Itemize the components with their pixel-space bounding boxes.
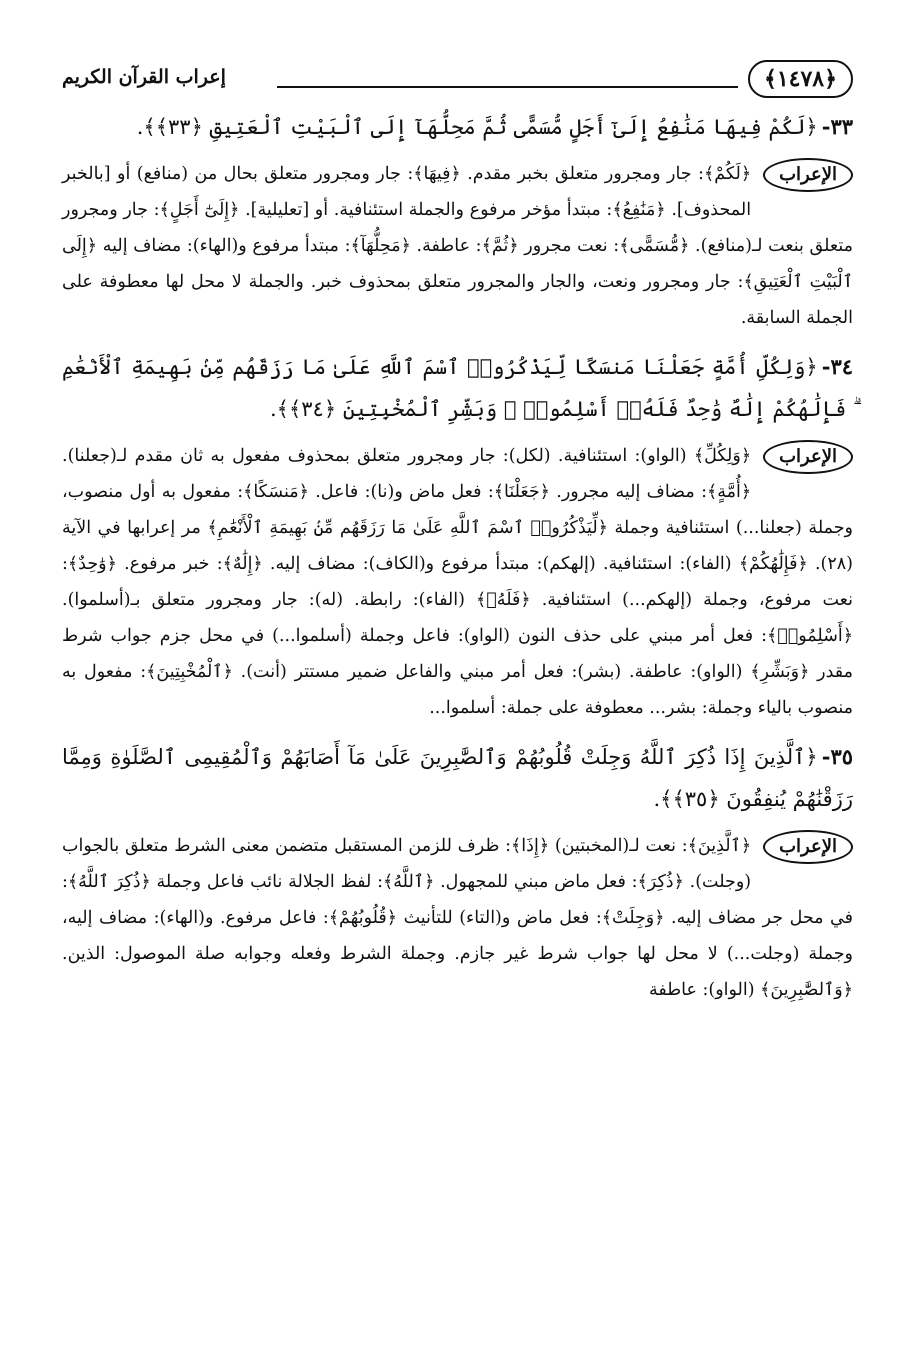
verse-text: ﴿ٱلَّذِينَ إِذَا ذُكِرَ ٱللَّهُ وَجِلَتْ قُلُوبُهُمْ وَٱلصَّٰبِرِينَ عَلَىٰ مَآ أَصَابَهُمْ وَٱلْمُقِيمِى ٱلصَّلَوٰةِ وَمِمَّا رَزَقْنَٰهُمْ يُنفِقُونَ ﴿٣٥﴾﴾. — [62, 745, 853, 811]
verse-number: ٣٥- — [821, 744, 853, 769]
page-number: ﴿١٤٧٨﴾ — [748, 60, 853, 98]
irab-paragraph-35 — [62, 828, 853, 1008]
irab-text: ﴿لَكُمْ﴾: جار ومجرور متعلق بخبر مقدم. ﴿فِيهَا﴾: جار ومجرور متعلق بحال من (منافع) أو [بالخبر المحذوف]. ﴿مَنَٰفِعُ﴾: مبتدأ مؤخر مرفوع والجملة استئنافية. أو [تعليلية]. ﴿إِلَىٰٓ أَجَلٍ﴾: جار ومجرور متعلق بنعت لـ(منافع). ﴿مُّسَمًّى﴾: نعت مجرور ﴿ثُمَّ﴾: عاطفة. ﴿مَحِلُّهَآ﴾: مبتدأ مرفوع و(الهاء): مضاف إليه ﴿إِلَى ٱلْبَيْتِ ٱلْعَتِيقِ﴾: جار ومجرور ونعت، والجار والمجرور متعلق بمحذوف خبر. والجملة لا محل لها معطوفة على الجملة السابقة. — [62, 164, 853, 328]
irab-badge: الإعراب — [763, 440, 853, 474]
irab-badge: الإعراب — [763, 830, 853, 864]
header-rule — [277, 86, 738, 88]
irab-text: ﴿ٱلَّذِينَ﴾: نعت لـ(المخبتين) ﴿إِذَا﴾: ظرف للزمن المستقبل متضمن معنى الشرط متعلق بالجواب (وجلت). ﴿ذُكِرَ﴾: فعل ماض مبني للمجهول. ﴿ٱللَّهُ﴾: لفظ الجلالة نائب فاعل وجملة ﴿ذُكِرَ ٱللَّهُ﴾: في محل جر مضاف إليه. ﴿وَجِلَتْ﴾: فعل ماض و(التاء) للتأنيث ﴿قُلُوبُهُمْ﴾: فاعل مرفوع. و(الهاء): مضاف إليه، وجملة (وجلت...) لا محل لها جواب شرط غير جازم. وجملة الشرط وفعله وجوابه صلة الموصول: الذين. ﴿وَٱلصَّٰبِرِينَ﴾ (الواو): عاطفة — [62, 836, 853, 1000]
verse-34 — [62, 346, 853, 430]
section-33 — [62, 106, 853, 336]
verse-text: ﴿لَكُمْ فِيهَا مَنَٰفِعُ إِلَىٰٓ أَجَلٍ مُّسَمًّى ثُمَّ مَحِلُّهَآ إِلَى ٱلْبَيْتِ ٱلْعَتِيقِ ﴿٣٣﴾﴾. — [136, 115, 818, 139]
irab-paragraph-33 — [62, 156, 853, 336]
verse-text: ﴿وَلِكُلِّ أُمَّةٍ جَعَلْنَا مَنسَكًا لِّيَذْكُرُوا۟ ٱسْمَ ٱللَّهِ عَلَىٰ مَا رَزَقَهُم مِّنۢ بَهِيمَةِ ٱلْأَنْعَٰمِ ۗ فَإِلَٰهُكُمْ إِلَٰهٌ وَٰحِدٌ فَلَهُۥٓ أَسْلِمُوا۟ ۗ وَبَشِّرِ ٱلْمُخْبِتِينَ ﴿٣٤﴾﴾. — [62, 355, 853, 421]
verse-number: ٣٣- — [821, 114, 853, 139]
irab-text: ﴿وَلِكُلِّ﴾ (الواو): استئنافية. (لكل): جار ومجرور متعلق بمحذوف مفعول به ثان مقدم لـ(جعلنا). ﴿أُمَّةٍ﴾: مضاف إليه مجرور. ﴿جَعَلْنَا﴾: فعل ماض و(نا): فاعل. ﴿مَنسَكًا﴾: مفعول به أول منصوب، وجملة (جعلنا...) استئنافية وجملة ﴿لِّيَذْكُرُوا۟ ٱسْمَ ٱللَّهِ عَلَىٰ مَا رَزَقَهُم مِّنۢ بَهِيمَةِ ٱلْأَنْعَٰمِ﴾ مر إعرابها في الآية (٢٨). ﴿فَإِلَٰهُكُمْ﴾ (الفاء): استئنافية. (إلهكم): مبتدأ مرفوع و(الكاف): مضاف إليه. ﴿إِلَٰهٌ﴾: خبر مرفوع. ﴿وَٰحِدٌ﴾: نعت مرفوع، وجملة (إلهكم...) استئنافية. ﴿فَلَهُۥ﴾ (الفاء): رابطة. (له): جار ومجرور متعلق بـ(أسلموا). ﴿أَسْلِمُوا۟﴾: فعل أمر مبني على حذف النون (الواو): فاعل وجملة (أسلموا...) في محل جزم جواب شرط مقدر ﴿وَبَشِّرِ﴾ (الواو): عاطفة. (بشر): فعل أمر مبني والفاعل ضمير مستتر (أنت). ﴿ٱلْمُخْبِتِينَ﴾: مفعول به منصوب بالياء وجملة: بشر... معطوفة على جملة: أسلموا... — [62, 446, 853, 718]
section-34 — [62, 346, 853, 726]
page-header — [62, 58, 853, 104]
page — [62, 58, 853, 1332]
section-35 — [62, 736, 853, 1008]
irab-paragraph-34 — [62, 438, 853, 726]
verse-33 — [62, 106, 853, 148]
verse-number: ٣٤- — [821, 354, 853, 379]
verse-35 — [62, 736, 853, 820]
book-title: إعراب القرآن الكريم — [62, 66, 226, 88]
irab-badge: الإعراب — [763, 158, 853, 192]
